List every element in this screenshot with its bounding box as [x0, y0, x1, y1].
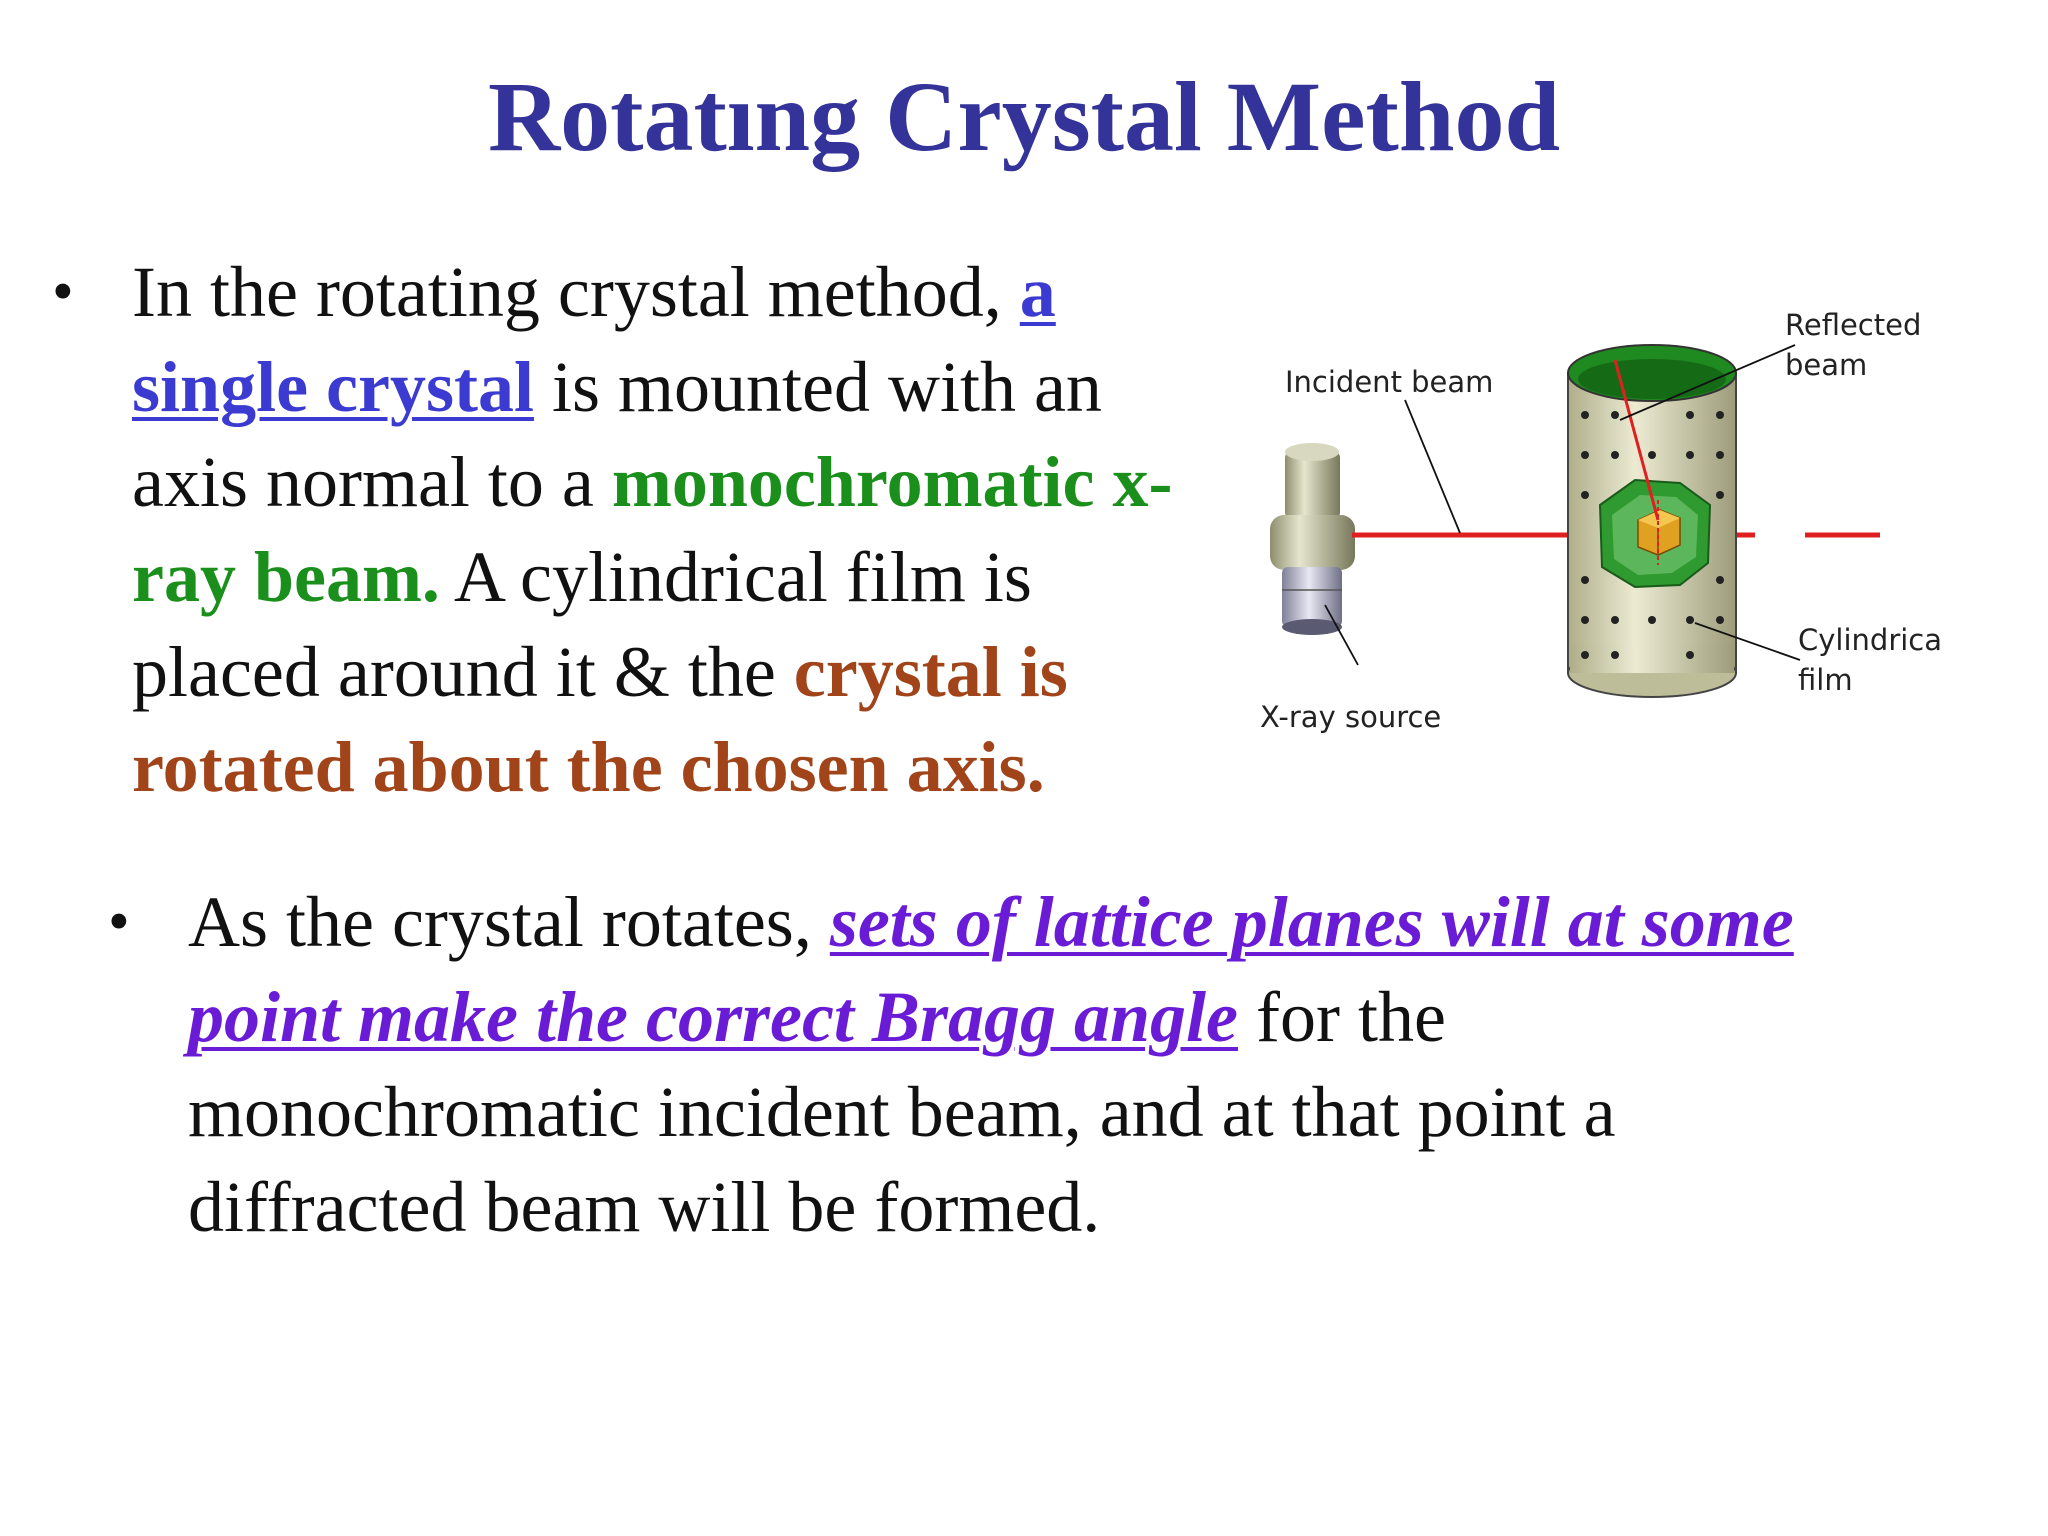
bullet-2-part1: As the crystal rotates, — [188, 882, 830, 962]
slide-title: Rotatıng Crystal Method — [487, 61, 1561, 172]
xray-source-icon — [1270, 443, 1355, 635]
single-crystal-link[interactable]: a single crystal — [132, 252, 1056, 427]
bullet-1-part3: A cylindrical film is placed around it & the — [132, 537, 1032, 712]
crystal-rotated-highlight: crystal is rotated about the chosen axis. — [132, 632, 1068, 807]
bullet-marker: • — [108, 888, 130, 956]
bullet-2 — [108, 875, 1868, 1255]
bullet-2-part2: for the monochromatic incident beam, and at that point a diffracted beam will be formed. — [188, 977, 1616, 1247]
bullet-marker: • — [52, 258, 74, 326]
cylindrical-film-label-line1: Cylindrical — [1798, 623, 1940, 657]
reflected-beam-label-line1: Reflected — [1785, 308, 1922, 342]
cylindrical-film-label-line2: film — [1798, 663, 1853, 697]
rotating-crystal-diagram — [1240, 305, 1940, 765]
bullet-1 — [52, 245, 1212, 815]
xray-source-label: X-ray source — [1260, 700, 1442, 734]
bullet-2-text — [188, 875, 1868, 1255]
bullet-1-text — [132, 245, 1212, 815]
cylindrical-film-icon — [1568, 345, 1736, 697]
bragg-angle-link[interactable]: sets of lattice planes will at some point make the correct Bragg angle — [188, 882, 1794, 1057]
diagram-svg — [1240, 305, 1940, 765]
bullet-1-part2: is mounted with an axis normal to a — [132, 347, 1102, 522]
incident-beam-label: Incident beam — [1285, 365, 1494, 399]
monochromatic-highlight: monochromatic x-ray beam. — [132, 442, 1173, 617]
bullet-1-part1: In the rotating crystal method, — [132, 252, 1020, 332]
reflected-beam-label-line2: beam — [1785, 348, 1868, 382]
